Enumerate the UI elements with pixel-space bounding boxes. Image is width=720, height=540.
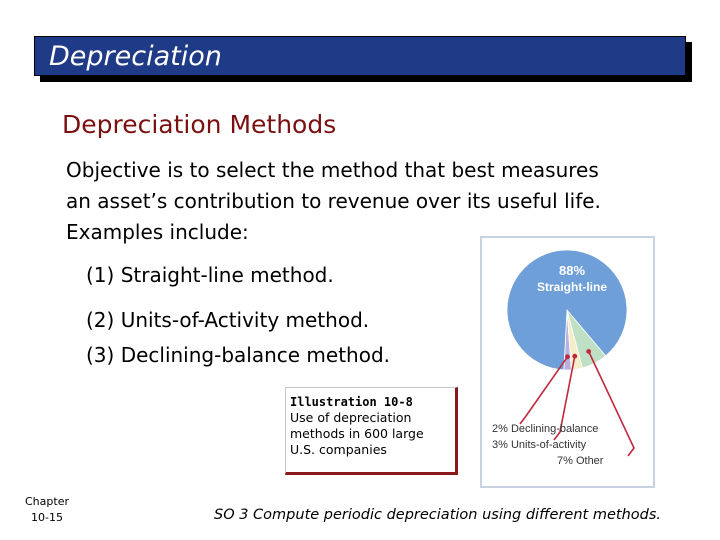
slice-label-percent: 88% [558, 263, 586, 278]
title-bar [34, 36, 686, 76]
legend-other: 7% Other [557, 455, 604, 467]
slice-label-name: Straight-line [536, 280, 608, 294]
legend-units-of-activity: 3% Units-of-activity [492, 439, 587, 451]
pie-chart-panel [480, 236, 655, 488]
objective-line-3: Examples include: [66, 220, 249, 244]
pie-chart [482, 238, 653, 486]
illustration-caption [285, 387, 458, 475]
method-item-straight-line: (1) Straight-line method. [86, 263, 334, 287]
pointer-dot-units-of-activity [572, 354, 577, 359]
chapter-number: 10-15 [31, 511, 63, 524]
legend-declining-balance: 2% Declining-balance [492, 423, 599, 435]
chapter-label [12, 494, 82, 526]
illustration-line-3: U.S. companies [290, 442, 387, 457]
objective-line-1: Objective is to select the method that best measures [66, 158, 599, 182]
pointer-dot-other [586, 349, 591, 354]
illustration-line-1: Use of depreciation [290, 410, 412, 425]
method-item-units-of-activity: (2) Units-of-Activity method. [86, 308, 370, 332]
objective-line-2: an asset’s contribution to revenue over its useful life. [66, 189, 601, 213]
pointer-line-declining-balance [520, 357, 567, 424]
pointer-line-other [589, 351, 634, 456]
study-objective: SO 3 Compute periodic depreciation using different methods. [214, 507, 661, 523]
pointer-dot-declining-balance [565, 354, 570, 359]
method-item-declining-balance: (3) Declining-balance method. [86, 343, 391, 367]
illustration-line-2: methods in 600 large [290, 426, 424, 441]
objective-text [66, 155, 706, 248]
section-heading: Depreciation Methods [62, 110, 337, 139]
slide-title: Depreciation [49, 41, 222, 72]
chapter-text: Chapter [25, 495, 69, 508]
illustration-heading: Illustration 10-8 [290, 395, 413, 409]
